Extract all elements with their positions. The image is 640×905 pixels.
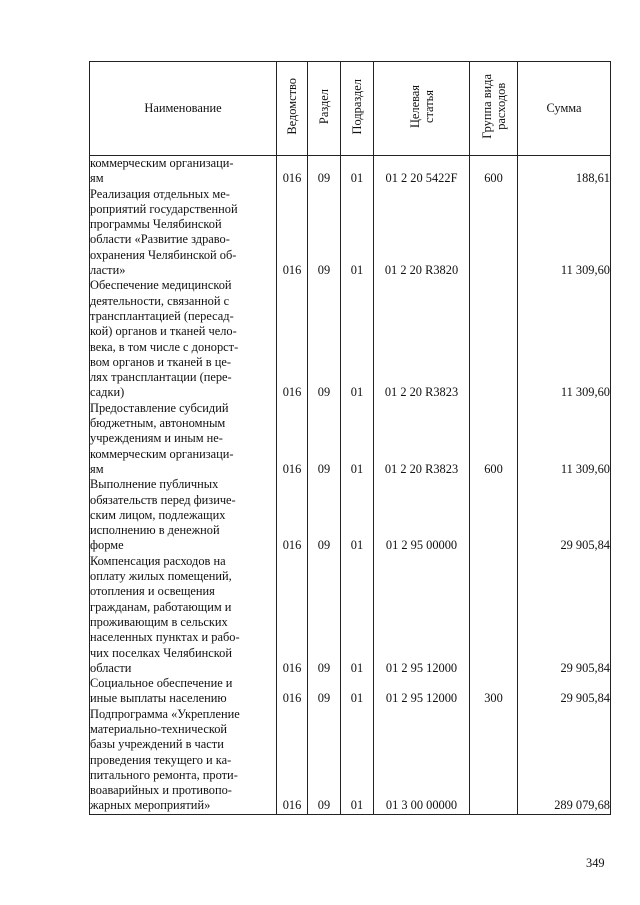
header-name: Наименование — [90, 62, 277, 156]
row-razdel: 09 — [308, 278, 341, 400]
row-gruppa — [470, 554, 518, 676]
row-name: коммерческим организаци- ям — [90, 156, 277, 187]
table-row — [90, 278, 611, 400]
row-vedomstvo: 016 — [277, 554, 308, 676]
row-vedomstvo: 016 — [277, 187, 308, 279]
row-celevaya-statya: 01 2 95 12000 — [374, 554, 470, 676]
row-gruppa — [470, 278, 518, 400]
row-name: Реализация отдельных ме- роприятий государственной программы Челябинской области «Развитие здраво- охранения Челябинской об- ласти» — [90, 187, 277, 279]
table-row — [90, 554, 611, 676]
row-vedomstvo: 016 — [277, 477, 308, 553]
row-gruppa: 600 — [470, 156, 518, 187]
row-celevaya-statya: 01 2 95 12000 — [374, 676, 470, 707]
row-name: Предоставление субсидий бюджетным, автономным учреждениям и иным не- коммерческим организаци- ям — [90, 401, 277, 477]
row-celevaya-statya: 01 2 20 R3823 — [374, 278, 470, 400]
row-razdel: 09 — [308, 707, 341, 815]
row-podrazdel: 01 — [341, 401, 374, 477]
row-gruppa — [470, 187, 518, 279]
header-celevaya-statya: Целевая статья — [374, 62, 470, 156]
row-celevaya-statya: 01 2 20 5422F — [374, 156, 470, 187]
row-celevaya-statya: 01 2 20 R3823 — [374, 401, 470, 477]
row-podrazdel: 01 — [341, 278, 374, 400]
budget-table — [89, 61, 611, 815]
row-vedomstvo: 016 — [277, 676, 308, 707]
header-razdel: Раздел — [308, 62, 341, 156]
row-razdel: 09 — [308, 477, 341, 553]
header-gruppa-vida-rashodov: Группа вида расходов — [470, 62, 518, 156]
row-vedomstvo: 016 — [277, 278, 308, 400]
row-razdel: 09 — [308, 401, 341, 477]
row-celevaya-statya: 01 2 95 00000 — [374, 477, 470, 553]
table-row — [90, 707, 611, 815]
row-summa: 11 309,60 — [518, 278, 611, 400]
table-row — [90, 156, 611, 187]
header-podrazdel: Подраздел — [341, 62, 374, 156]
row-name: Выполнение публичных обязательств перед физиче- ским лицом, подлежащих исполнению в денежной форме — [90, 477, 277, 553]
row-summa: 11 309,60 — [518, 187, 611, 279]
row-razdel: 09 — [308, 156, 341, 187]
page-number: 349 — [586, 856, 605, 870]
row-gruppa — [470, 707, 518, 815]
table-body — [90, 156, 611, 815]
row-gruppa: 300 — [470, 676, 518, 707]
row-celevaya-statya: 01 2 20 R3820 — [374, 187, 470, 279]
row-podrazdel: 01 — [341, 156, 374, 187]
row-summa: 289 079,68 — [518, 707, 611, 815]
row-summa: 29 905,84 — [518, 477, 611, 553]
row-podrazdel: 01 — [341, 676, 374, 707]
row-celevaya-statya: 01 3 00 00000 — [374, 707, 470, 815]
row-summa: 188,61 — [518, 156, 611, 187]
row-name: Социальное обеспечение и иные выплаты населению — [90, 676, 277, 707]
row-podrazdel: 01 — [341, 477, 374, 553]
row-summa: 11 309,60 — [518, 401, 611, 477]
row-vedomstvo: 016 — [277, 707, 308, 815]
table-row — [90, 187, 611, 279]
row-podrazdel: 01 — [341, 554, 374, 676]
row-razdel: 09 — [308, 554, 341, 676]
row-gruppa — [470, 477, 518, 553]
header-summa: Сумма — [518, 62, 611, 156]
row-summa: 29 905,84 — [518, 554, 611, 676]
row-razdel: 09 — [308, 187, 341, 279]
row-summa: 29 905,84 — [518, 676, 611, 707]
row-name: Обеспечение медицинской деятельности, связанной с трансплантацией (пересад- кой) органов и тканей чело- века, в том числе с донорст- вом органов и тканей в це- лях трансплантации (пере- садки) — [90, 278, 277, 400]
row-vedomstvo: 016 — [277, 401, 308, 477]
table-row — [90, 401, 611, 477]
table-row — [90, 676, 611, 707]
row-podrazdel: 01 — [341, 707, 374, 815]
row-gruppa: 600 — [470, 401, 518, 477]
row-name: Подпрограмма «Укрепление материально-технической базы учреждений в части проведения текущего и ка- питального ремонта, проти- воаварийных и противопо- жарных мероприятий» — [90, 707, 277, 815]
row-name: Компенсация расходов на оплату жилых помещений, отопления и освещения гражданам, работающим и проживающим в сельских населенных пунктах и рабо- чих поселках Челябинской области — [90, 554, 277, 676]
table-header — [90, 62, 611, 156]
table-row — [90, 477, 611, 553]
row-razdel: 09 — [308, 676, 341, 707]
row-podrazdel: 01 — [341, 187, 374, 279]
row-vedomstvo: 016 — [277, 156, 308, 187]
header-vedomstvo: Ведомство — [277, 62, 308, 156]
